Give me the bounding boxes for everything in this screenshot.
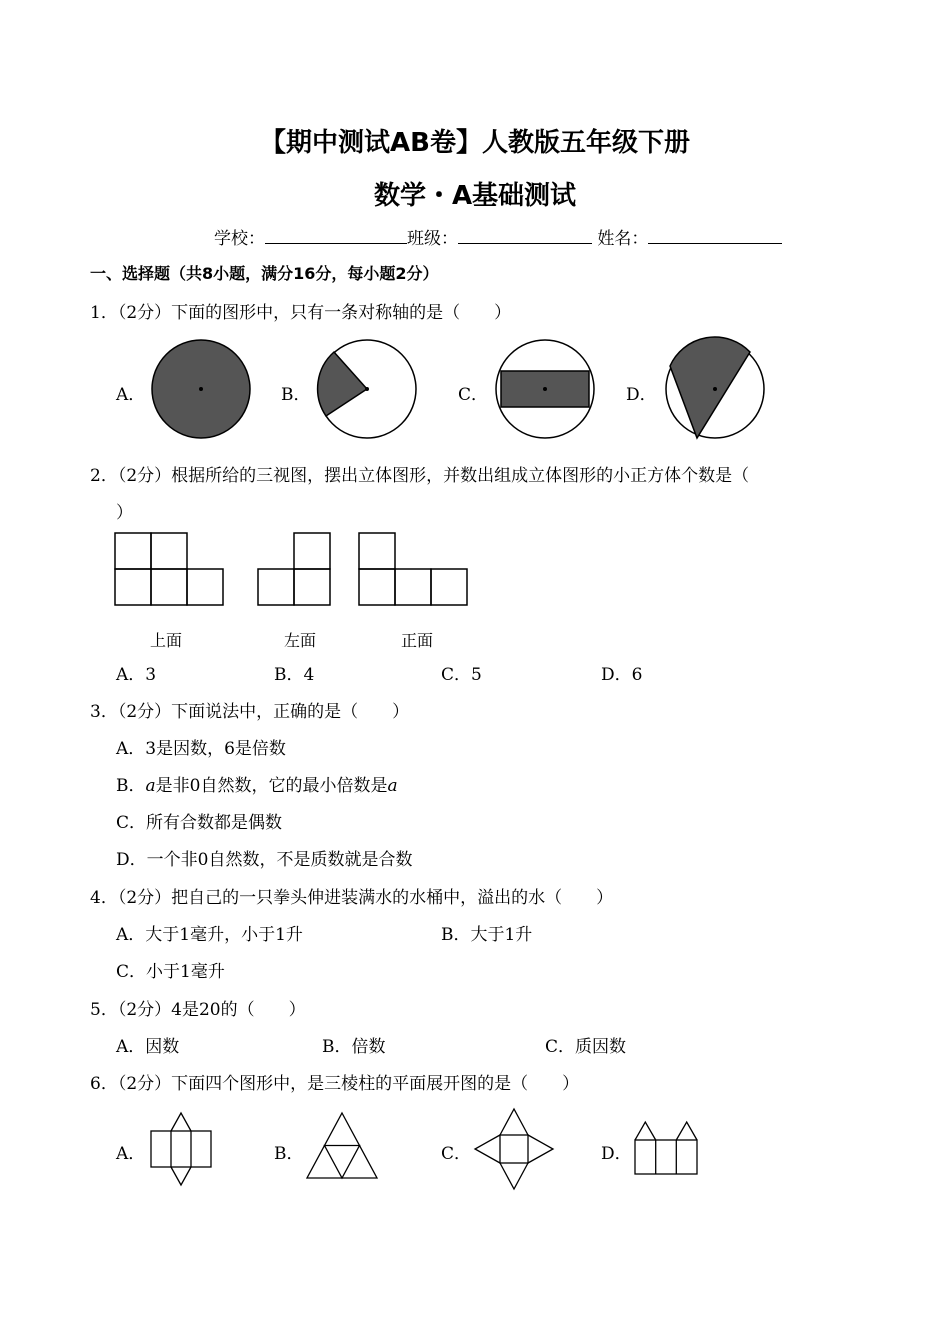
q6-option-b[interactable]: B． (274, 1144, 304, 1164)
q1-figure-c (494, 338, 596, 440)
q4-option-a[interactable]: A．大于1毫升，小于1升 (116, 925, 303, 945)
q4-stem: 4．（2分）把自己的一只拳头伸进装满水的水桶中，溢出的水（ ） (90, 888, 614, 908)
q2-option-d[interactable]: D．6 (601, 665, 643, 685)
q2-stem: 2．（2分）根据所给的三视图，摆出立体图形，并数出组成立体图形的小正方体个数是（ (90, 466, 750, 486)
q1-option-c[interactable]: C． (458, 385, 489, 405)
school-label: 学校： (214, 229, 265, 249)
q1-option-d[interactable]: D． (626, 385, 657, 405)
q4-option-c[interactable]: C．小于1毫升 (116, 962, 225, 982)
q3-var-a2: a (387, 776, 398, 796)
q3-option-d[interactable]: D．一个非0自然数，不是质数就是合数 (116, 850, 413, 870)
q2-option-b[interactable]: B．4 (274, 665, 315, 685)
section-heading: 一、选择题（共8小题，满分16分，每小题2分） (90, 264, 439, 283)
q6-net-b (306, 1112, 378, 1180)
class-label: 班级： (407, 229, 458, 249)
q2-view-left (257, 532, 333, 608)
q2-label-top: 上面 (150, 631, 183, 650)
school-blank[interactable] (265, 229, 407, 244)
q3-option-b-text: 是非0自然数，它的最小倍数是 (155, 776, 388, 796)
q6-option-a[interactable]: A． (116, 1144, 146, 1164)
page-title: 【期中测试AB卷】人教版五年级下册 (260, 128, 690, 158)
q6-net-d (634, 1120, 698, 1176)
q1-stem: 1．（2分）下面的图形中，只有一条对称轴的是（ ） (90, 303, 512, 323)
q2-option-c[interactable]: C．5 (441, 665, 482, 685)
q6-net-c (474, 1108, 554, 1190)
q1-figure-d (664, 338, 766, 440)
q1-figure-a (150, 338, 252, 440)
q2-label-left: 左面 (284, 631, 317, 650)
page-subtitle: 数学・A基础测试 (373, 181, 577, 211)
q2-option-a[interactable]: A．3 (116, 665, 157, 685)
q5-option-c[interactable]: C．质因数 (545, 1037, 627, 1057)
name-label: 姓名： (597, 229, 649, 249)
q1-option-a[interactable]: A． (116, 385, 146, 405)
q3-option-b-prefix: B． (116, 776, 146, 796)
q6-net-a (150, 1112, 212, 1186)
q4-option-b[interactable]: B．大于1升 (441, 925, 533, 945)
q5-stem: 5．（2分）4是20的（ ） (90, 1000, 306, 1020)
q2-view-front (358, 532, 468, 608)
q5-option-b[interactable]: B．倍数 (322, 1037, 386, 1057)
q3-option-b[interactable] (116, 771, 398, 796)
q2-stem-end: ） (116, 503, 133, 523)
q5-option-a[interactable]: A．因数 (116, 1037, 180, 1057)
name-blank[interactable] (648, 229, 782, 244)
class-blank[interactable] (458, 229, 592, 244)
student-info (214, 224, 782, 249)
q6-option-c[interactable]: C． (441, 1144, 472, 1164)
q2-view-top (114, 532, 224, 608)
q3-stem: 3．（2分）下面说法中，正确的是（ ） (90, 702, 410, 722)
q6-option-d[interactable]: D． (601, 1144, 632, 1164)
q3-var-a: a (145, 776, 156, 796)
q2-label-front: 正面 (401, 631, 434, 650)
q6-stem: 6．（2分）下面四个图形中，是三棱柱的平面展开图的是（ ） (90, 1074, 580, 1094)
q3-option-c[interactable]: C．所有合数都是偶数 (116, 813, 283, 833)
q3-option-a[interactable]: A．3是因数，6是倍数 (116, 739, 286, 759)
q1-option-b[interactable]: B． (281, 385, 311, 405)
q1-figure-b (316, 338, 418, 440)
